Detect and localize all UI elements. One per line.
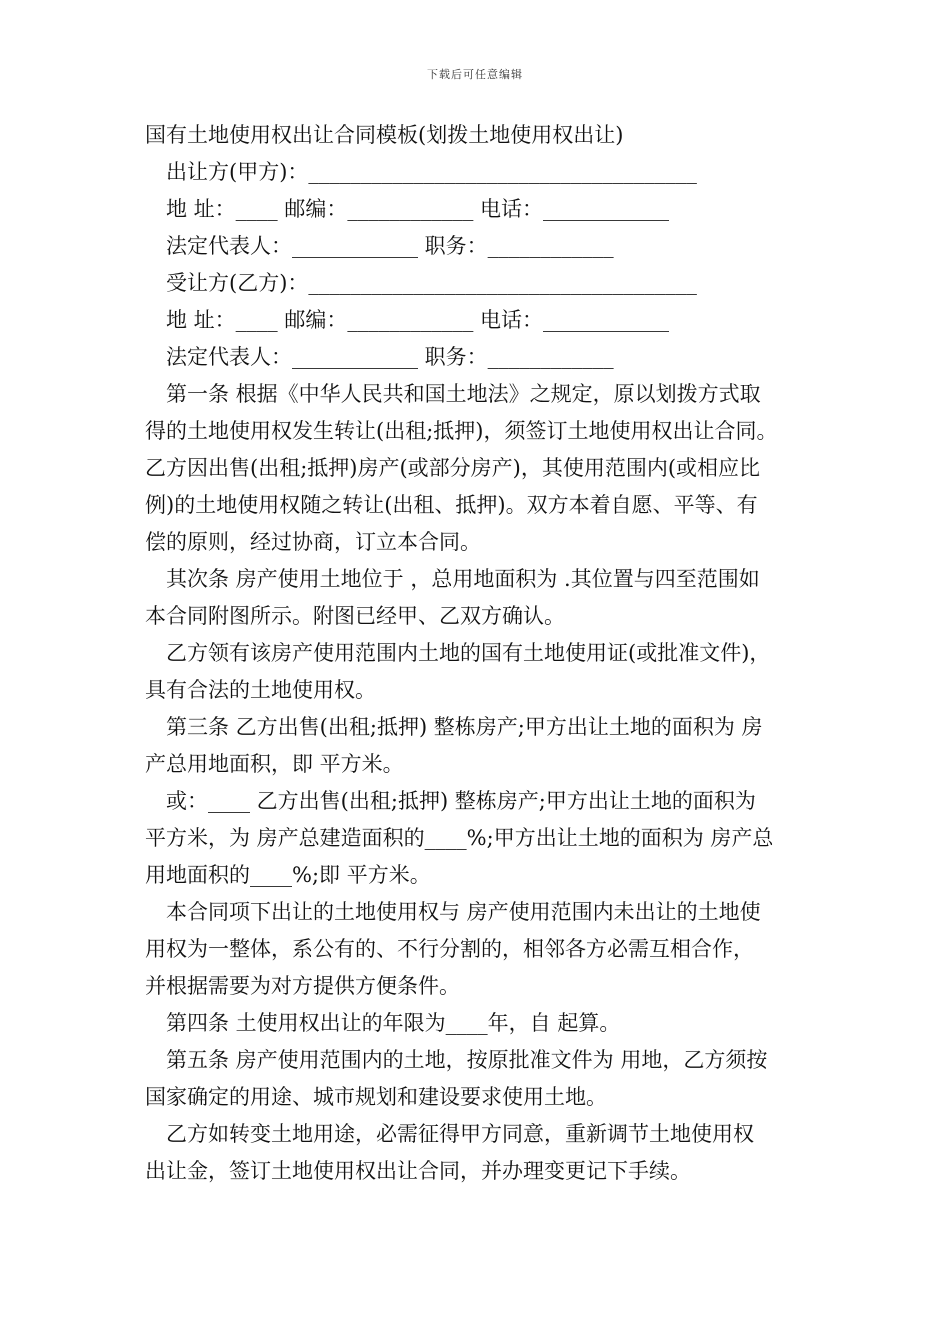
land-certificate-paragraph: [145, 635, 810, 709]
text-line: 偿的原则，经过协商，订立本合同。: [145, 530, 481, 554]
page-header-note: 下载后可任意编辑: [427, 68, 523, 81]
text-line: 用权为一整体，系公有的、不行分割的，相邻各方必需互相合作，: [145, 937, 754, 961]
party-a-representative-line: 法定代表人：____________ 职务：____________: [166, 234, 614, 258]
party-b-representative-line: 法定代表人：____________ 职务：____________: [166, 345, 614, 369]
party-b-address-line: 地 址：____ 邮编：____________ 电话：____________: [166, 308, 670, 332]
article-4-paragraph: [145, 1005, 810, 1042]
text-line: 出让金，签订土地使用权出让合同，并办理变更记下手续。: [145, 1159, 691, 1183]
article-3-alternative-paragraph: [145, 783, 810, 894]
text-line: 乙方领有该房产使用范围内土地的国有土地使用证(或批准文件)，: [166, 641, 771, 665]
text-line: 用地面积的____%;即 平方米。: [145, 863, 431, 887]
text-line: 其次条 房产使用土地位于 ，总用地面积为 .其位置与四至范围如: [166, 567, 760, 591]
article-2-paragraph: [145, 561, 810, 635]
text-line: 例)的土地使用权随之转让(出租、抵押)。双方本着自愿、平等、有: [145, 493, 758, 517]
party-a-line: 出让方(甲方)：_____________________________________: [166, 160, 697, 184]
text-line: 本合同项下出让的土地使用权与 房产使用范围内未出让的土地使: [166, 900, 761, 924]
document-body: [145, 117, 810, 1190]
text-line: 或：____ 乙方出售(出租;抵押) 整栋房产;甲方出让土地的面积为: [166, 789, 756, 813]
text-line: 第四条 土使用权出让的年限为____年，自 起算。: [166, 1011, 621, 1035]
text-line: 平方米，为 房产总建造面积的____%;甲方出让土地的面积为 房产总: [145, 826, 774, 850]
text-line: 本合同附图所示。附图已经甲、乙双方确认。: [145, 604, 565, 628]
text-line: 得的土地使用权发生转让(出租;抵押)，须签订土地使用权出让合同。: [145, 419, 778, 443]
article-5-paragraph: [145, 1042, 810, 1116]
party-b-line: 受让方(乙方)：_____________________________________: [166, 271, 697, 295]
party-info-block: [145, 154, 810, 376]
text-line: 乙方因出售(出租;抵押)房产(或部分房产)，其使用范围内(或相应比: [145, 456, 761, 480]
text-line: 乙方如转变土地用途，必需征得甲方同意，重新调节土地使用权: [166, 1122, 754, 1146]
land-use-change-paragraph: [145, 1116, 810, 1190]
document-title: 国有土地使用权出让合同模板(划拨土地使用权出让): [145, 123, 624, 147]
text-line: 具有合法的土地使用权。: [145, 678, 376, 702]
text-line: 国家确定的用途、城市规划和建设要求使用土地。: [145, 1085, 607, 1109]
text-line: 并根据需要为对方提供方便条件。: [145, 974, 460, 998]
text-line: 第三条 乙方出售(出租;抵押) 整栋房产;甲方出让土地的面积为 房: [166, 715, 763, 739]
party-a-address-line: 地 址：____ 邮编：____________ 电话：____________: [166, 197, 670, 221]
text-line: 第五条 房产使用范围内的土地，按原批准文件为 用地，乙方须按: [166, 1048, 768, 1072]
text-line: 产总用地面积，即 平方米。: [145, 752, 404, 776]
text-line: 第一条 根据《中华人民共和国土地法》之规定，原以划拨方式取: [166, 382, 761, 406]
land-unity-paragraph: [145, 894, 810, 1005]
article-1-paragraph: [145, 376, 810, 561]
article-3-paragraph: [145, 709, 810, 783]
